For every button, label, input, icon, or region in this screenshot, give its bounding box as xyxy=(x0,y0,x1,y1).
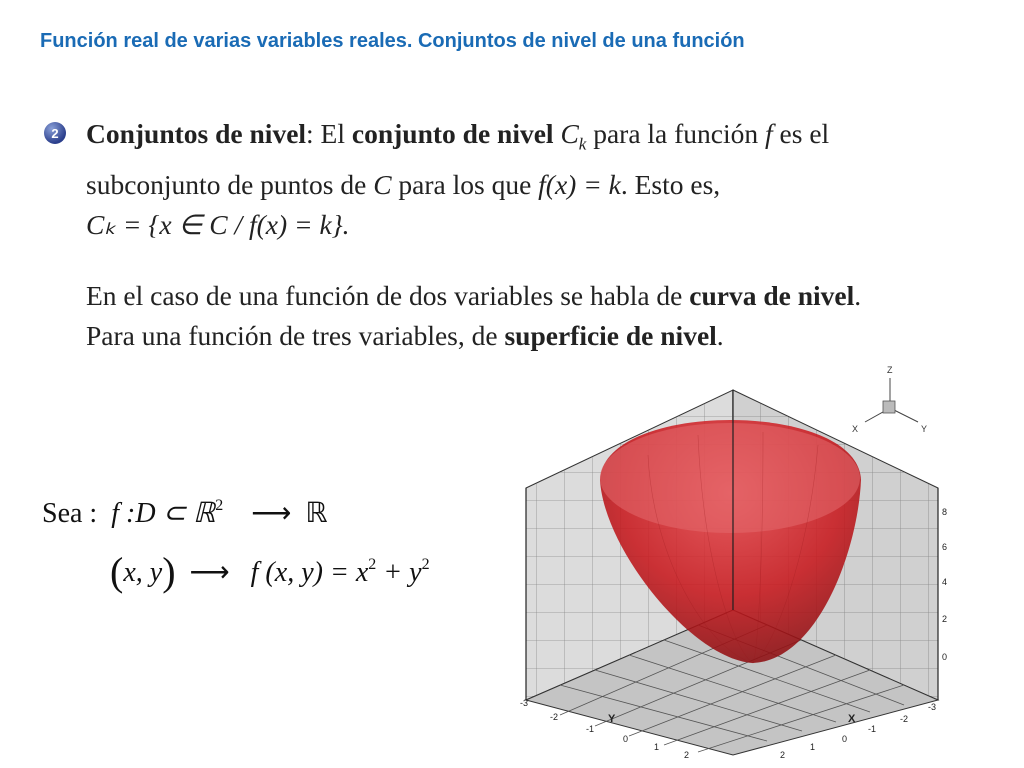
paraboloid-3d-plot xyxy=(508,360,988,760)
exponent: 2 xyxy=(421,556,430,573)
symbol-c: C xyxy=(373,168,392,200)
symbol-c: C xyxy=(560,118,579,149)
term-superficie-de-nivel: superficie de nivel xyxy=(504,320,717,351)
level-line-1 xyxy=(86,276,861,316)
x-tick-label: -2 xyxy=(900,714,909,724)
sea-label: Sea : xyxy=(42,498,98,529)
definition-line-1 xyxy=(86,114,829,165)
x-tick-label: 0 xyxy=(842,734,848,744)
term-conjunto-de-nivel: conjunto de nivel xyxy=(351,118,554,149)
text: . xyxy=(854,280,862,311)
text: . Esto es, xyxy=(620,168,721,200)
text: Para una función de tres variables, de xyxy=(86,320,505,351)
text: para los que xyxy=(391,168,539,200)
text: es el xyxy=(772,118,830,149)
symbol-f: f xyxy=(765,118,773,149)
exponent: 2 xyxy=(368,556,377,573)
function-declaration xyxy=(42,496,328,530)
x-tick-label: 1 xyxy=(810,742,816,752)
text: En el caso de una función de dos variables se habla de xyxy=(86,280,690,311)
paren: ( xyxy=(110,549,124,594)
term-conjuntos-de-nivel: Conjuntos de nivel xyxy=(86,118,307,149)
level-line-2 xyxy=(86,316,861,356)
slide-title: Función real de varias variables reales. Conjuntos de nivel de una función xyxy=(40,30,745,52)
gizmo-z-label: Z xyxy=(887,365,893,375)
text: para la función xyxy=(586,118,766,149)
text: subconjunto de puntos de xyxy=(86,168,374,200)
x-tick-label: -1 xyxy=(868,724,877,734)
expr-f-x-equals-k: f(x) = k xyxy=(538,168,621,200)
axis-orientation-gizmo xyxy=(852,365,927,434)
set-definition-expr: Cₖ = {x ∈ C / f(x) = k}. xyxy=(86,208,350,240)
paraboloid-rim xyxy=(600,423,860,533)
x-axis-label: X xyxy=(848,713,856,725)
rule-expr-2: + y xyxy=(376,557,422,588)
y-tick-label: 0 xyxy=(623,734,629,744)
z-tick-label: 8 xyxy=(942,507,948,517)
arrow: ⟶ xyxy=(189,557,230,588)
exponent: 2 xyxy=(215,497,224,514)
definition-line-3 xyxy=(86,205,829,245)
y-tick-label: -3 xyxy=(520,698,529,708)
definition-line-2 xyxy=(86,165,829,205)
y-tick-label: -1 xyxy=(586,724,595,734)
y-tick-label: 1 xyxy=(654,742,660,752)
y-tick-label: 2 xyxy=(684,750,690,760)
x-tick-label: -3 xyxy=(928,702,937,712)
gizmo-x-label: X xyxy=(852,424,859,434)
function-rule xyxy=(110,548,430,595)
paren: ) xyxy=(162,549,176,594)
vars: x, y xyxy=(123,557,163,588)
y-axis-label: Y xyxy=(608,713,616,725)
subscript-k: k xyxy=(578,134,587,154)
rule-expr: f (x, y) = x xyxy=(250,557,369,588)
arrow: ⟶ xyxy=(251,498,292,529)
z-tick-label: 6 xyxy=(942,542,948,552)
definition-paragraph xyxy=(86,114,829,245)
gizmo-y-label: Y xyxy=(921,424,928,434)
y-tick-label: -2 xyxy=(550,712,559,722)
domain-expr: f :D ⊂ ℝ xyxy=(111,498,216,529)
level-curves-paragraph xyxy=(86,276,861,356)
z-tick-label: 4 xyxy=(942,577,948,587)
numbered-bullet: 2 xyxy=(44,122,66,144)
z-tick-label: 0 xyxy=(942,652,948,662)
text: : El xyxy=(306,118,352,149)
z-tick-label: 2 xyxy=(942,614,948,624)
x-tick-label: 2 xyxy=(780,750,786,760)
codomain: ℝ xyxy=(305,498,328,529)
term-curva-de-nivel: curva de nivel xyxy=(689,280,855,311)
text: . xyxy=(716,320,724,351)
